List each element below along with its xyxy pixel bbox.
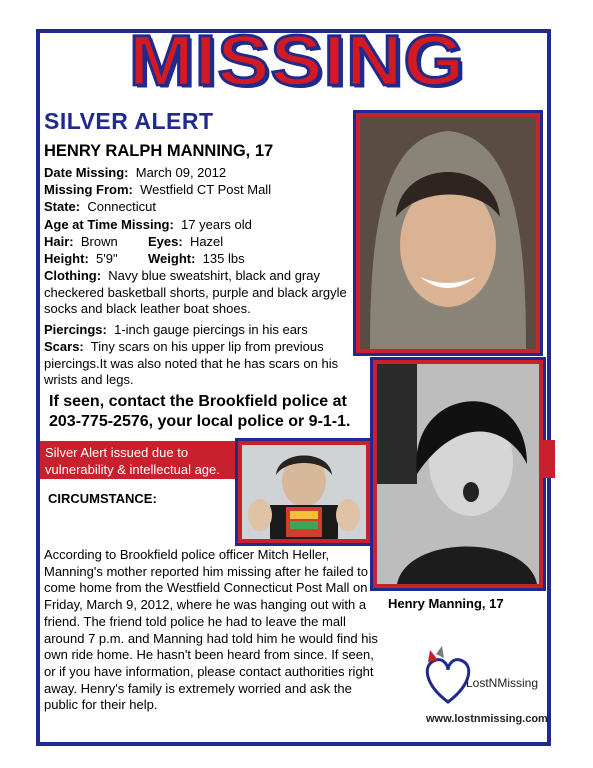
weight-value: 135 lbs [202,251,245,266]
logo-icon-art [418,640,478,710]
age-row [44,217,252,233]
state-value: Connecticut [87,199,157,214]
clothing-value: Navy blue sweatshirt, black and gray checkered basketball shorts, purple and black argyle socks and black leather boat shoes. [44,268,347,317]
portrait-photo-2-art [242,445,366,539]
date-missing-value: March 09, 2012 [135,165,227,180]
photo-caption: Henry Manning, 17 [388,596,504,611]
age-value: 17 years old [181,217,252,232]
red-tab-decoration [541,440,555,478]
website-link[interactable]: www.lostnmissing.com [426,713,548,725]
contact-notice: If seen, contact the Brookfield police at 203-775-2576, your local police or 9-1-1. [49,393,351,430]
person-name: HENRY RALPH MANNING, 17 [44,142,274,160]
hair-value: Brown [80,234,118,249]
date-missing-label: Date Missing: [44,165,129,180]
height-row [44,251,118,267]
portrait-photo-1 [356,113,540,353]
missing-from-label: Missing From: [44,182,133,197]
logo-icon [418,640,478,710]
height-value: 5'9" [96,251,118,266]
missing-from-value: Westfield CT Post Mall [140,182,272,197]
hair-label: Hair: [44,234,74,249]
portrait-photo-2 [238,441,370,543]
weight-label: Weight: [148,251,196,266]
eyes-value: Hazel [189,234,224,249]
portrait-photo-3-art [377,364,539,584]
circumstance-heading: CIRCUMSTANCE: [48,491,157,506]
date-missing-row [44,165,226,181]
circumstance-story: According to Brookfield police officer Mitch Heller, Manning's mother reported him missing after he failed to come home from the Westfield Connecticut Post Mall on Friday, March 9, 2012, where he was hanging out with a friend. The friend told police he had to leave the mall around 7 p.m. and Manning had told him he would find his own ride home. He hasn't been heard from since. If seen, or if you have information, please contact authorities right away. Henry's family is extremely worried and ask the public for their help. [44,547,378,713]
scars-value: Tiny scars on his upper lip from previous piercings.It was also noted that he has scars on his wrists and legs. [44,339,339,388]
state-label: State: [44,199,81,214]
silver-alert-note: Silver Alert issued due to vulnerability & intellectual age. [40,441,236,479]
clothing-label: Clothing: [44,268,102,283]
height-label: Height: [44,251,89,266]
eyes-row [148,234,223,250]
piercings-label: Piercings: [44,322,107,337]
portrait-photo-1-art [360,117,536,349]
missing-from-row [44,182,271,198]
weight-row [148,251,245,267]
poster-title: MISSING [128,19,466,101]
scars-paragraph [44,339,364,389]
piercings-value: 1-inch gauge piercings in his ears [114,322,308,337]
age-label: Age at Time Missing: [44,217,174,232]
eyes-label: Eyes: [148,234,183,249]
state-row [44,199,156,215]
hair-row [44,234,118,250]
poster-subtitle: SILVER ALERT [44,108,214,134]
portrait-photo-3 [373,360,543,588]
logo-text: LostNMissing [466,676,539,690]
clothing-paragraph [44,268,364,318]
piercings-paragraph [44,322,364,339]
scars-label: Scars: [44,339,84,354]
